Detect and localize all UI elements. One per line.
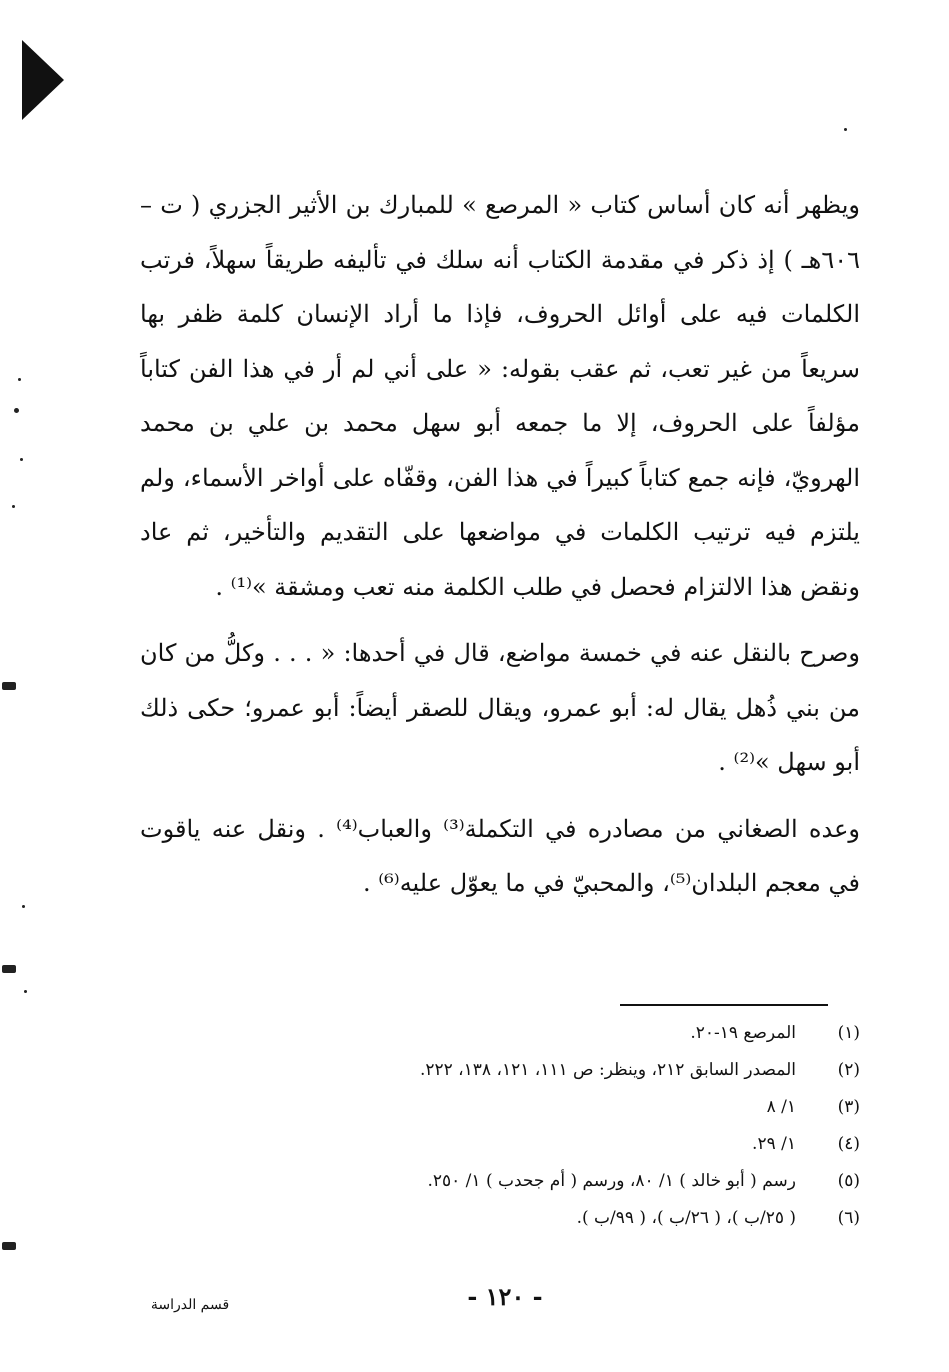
page-number: - ١٢٠ - [467,1282,543,1311]
speck-mark [14,408,19,413]
footnote-item [300,1015,860,1052]
footnote-item [300,1089,860,1126]
footnotes-list [300,1015,860,1237]
paragraph: وعده الصغاني من مصادره في التكملة⁽³⁾ والعباب⁽⁴⁾ . ونقل عنه ياقوت في معجم البلدان⁽⁵⁾، والمحبيّ في ما يعوّل عليه⁽⁶⁾ . [140,814,860,897]
edge-scan-mark [2,1242,16,1250]
footnote-number: (٦) [837,1208,860,1228]
main-text [140,178,860,911]
footnote-text: المرصع ١٩-٢٠. [690,1023,796,1043]
footnote-text: ( ٢٥/ب )، ( ٢٦/ب )، ( ٩٩/ب ). [576,1208,796,1228]
footnote-number: (١) [837,1023,860,1043]
edge-scan-mark [2,682,16,690]
footnote-number: (٢) [837,1060,860,1080]
speck-mark [20,458,23,461]
section-footer-label: قسم الدراسة [150,1297,230,1313]
footnote-text: ١/ ٢٩. [752,1134,796,1154]
footnote-number: (٥) [837,1171,860,1191]
footnote-item [300,1200,860,1237]
speck-mark [18,378,21,381]
corner-arrow-mark [22,40,64,120]
footnote-item [300,1052,860,1089]
speck-mark [12,505,15,508]
footnote-text: المصدر السابق ٢١٢، وينظر: ص ١١١، ١٢١، ١٣٨، ٢٢٢. [419,1060,796,1080]
paragraph: ويظهر أنه كان أساس كتاب « المرصع » للمبارك بن الأثير الجزري ( ت – ٦٠٦هـ ) إذ ذكر في مقدمة الكتاب أنه سلك في تأليفه طريقاً سهلاً، فرتب الكلمات فيه على أوائل الحروف، فإذا ما أراد الإنسان كلمة ظفر بها سريعاً من غير تعب، ثم عقب بقوله: « على أني لم أر في هذا الفن كتاباً مؤلفاً على الحروف، إلا ما جمعه أبو سهل محمد بن علي بن محمد الهرويّ، فإنه جمع كتاباً كبيراً في هذا الفن، وقفّاه على أواخر الأسماء، ولم يلتزم فيه ترتيب الكلمات في مواضعها على التقديم والتأخير، ثم عاد ونقض هذا الالتزام فحصل في طلب الكلمة منه تعب ومشقة »⁽¹⁾ . [140,191,860,601]
paragraph: وصرح بالنقل عنه في خمسة مواضع، قال في أحدها: « . . . وكلُّ من كان من بني ذُهل يقال له: أبو عمرو، ويقال للصقر أيضاً: أبو عمرو؛ حكى ذلك أبو سهل »⁽²⁾ . [140,639,860,776]
footnote-number: (٤) [837,1134,860,1154]
footnote-text: ١/ ٨ [766,1097,796,1117]
footnote-separator [620,1004,828,1006]
speck-mark [844,128,847,131]
footnote-item [300,1126,860,1163]
edge-scan-mark [2,965,16,973]
footnote-number: (٣) [837,1097,860,1117]
speck-mark [24,990,27,993]
footnote-text: رسم ( أبو خالد ) ١/ ٨٠، ورسم ( أم جحدب ) ١/ ٢٥٠. [427,1171,796,1191]
footnote-item [300,1163,860,1200]
speck-mark [22,905,25,908]
